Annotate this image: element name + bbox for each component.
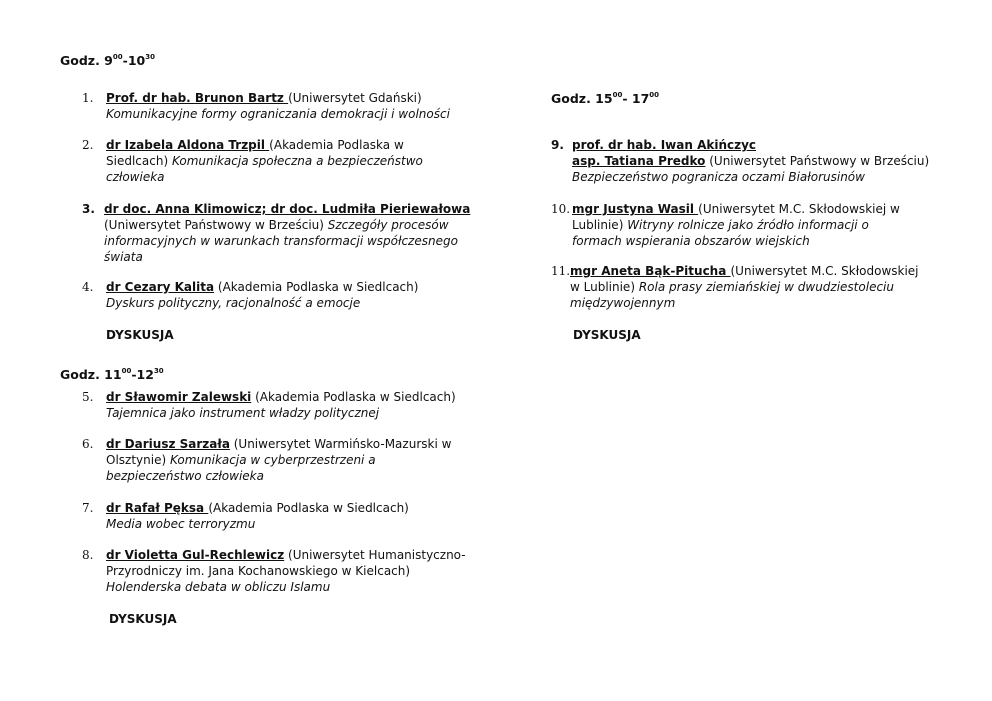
- institution-cont: w Lublinie): [570, 280, 639, 294]
- session-2-header: Godz. $11^{00}-12^{30}$: [60, 367, 164, 382]
- institution-cont: Siedlcach): [106, 154, 172, 168]
- talk-title-cont: bezpieczeństwo człowieka: [106, 469, 264, 483]
- talk-number: 3.: [82, 202, 95, 216]
- institution: (Uniwersytet M.C. Skłodowskiej: [730, 264, 919, 278]
- institution: (Akademia Podlaska w Siedlcach): [251, 390, 456, 404]
- talk-number: 6.: [82, 437, 94, 451]
- speaker-name: dr Sławomir Zalewski: [106, 390, 252, 404]
- institution: (Uniwersytet Humanistyczno-: [284, 548, 466, 562]
- talk-title: Komunikacyjne formy ograniczania demokracji i wolności: [106, 107, 450, 121]
- speaker-name: dr Cezary Kalita: [106, 280, 215, 294]
- talk-title-cont: międzywojennym: [570, 296, 676, 310]
- talk-9: [551, 137, 929, 185]
- speaker-name: Prof. dr hab. Brunon Bartz: [106, 91, 289, 105]
- institution: (Akademia Podlaska w: [269, 138, 404, 152]
- talk-title: Szczegóły procesów: [327, 218, 449, 232]
- speaker-name: mgr Aneta Bąk-Pitucha: [570, 264, 731, 278]
- institution: (Uniwersytet M.C. Skłodowskiej w: [698, 202, 900, 216]
- institution: (Uniwersytet Warmińsko-Mazurski w: [229, 437, 452, 451]
- talk-2: [82, 137, 423, 185]
- talk-title: Dyskurs polityczny, racjonalność a emocje: [106, 296, 361, 310]
- session-3-header: Godz. $15^{00}-$ $17^{00}$: [551, 91, 660, 106]
- talk-number: 4.: [82, 280, 94, 294]
- talk-title-cont: człowieka: [106, 170, 165, 184]
- talk-number: 5.: [82, 390, 94, 404]
- speaker-name: dr Izabela Aldona Trzpil: [106, 138, 270, 152]
- institution: (Uniwersytet Gdański): [288, 91, 422, 105]
- talk-title: Tajemnica jako instrument władzy politycznej: [106, 406, 380, 420]
- talk-title: Holenderska debata w obliczu Islamu: [106, 580, 331, 594]
- institution-cont: Lublinie): [572, 218, 628, 232]
- speaker-name: dr doc. Anna Klimowicz; dr doc. Ludmiła Pieriewałowa: [104, 202, 471, 216]
- speaker-name: mgr Justyna Wasil: [572, 202, 699, 216]
- talk-10: [551, 201, 900, 249]
- talk-title: Bezpieczeństwo pogranicza oczami Białorusinów: [572, 170, 865, 184]
- talk-number: 9.: [551, 138, 564, 152]
- talk-title: Komunikacja społeczna a bezpieczeństwo: [171, 154, 423, 168]
- talk-8: [82, 547, 466, 595]
- institution: (Akademia Podlaska w Siedlcach): [214, 280, 419, 294]
- talk-number: 1.: [82, 91, 94, 105]
- speaker-name: dr Rafał Pęksa: [106, 501, 209, 515]
- talk-number: 8.: [82, 548, 94, 562]
- talk-title: Rola prasy ziemiańskiej w dwudziestoleciu: [638, 280, 894, 294]
- talk-3: [82, 201, 470, 265]
- talk-1: [82, 90, 450, 122]
- speaker-name: prof. dr hab. Iwan Akińczyc: [572, 138, 757, 152]
- talk-title-cont: formach wspierania obszarów wiejskich: [572, 234, 810, 248]
- talk-title: Media wobec terroryzmu: [106, 517, 256, 531]
- institution-cont: Przyrodniczy im. Jana Kochanowskiego w Kielcach): [106, 564, 411, 578]
- talk-number: 2.: [82, 138, 94, 152]
- talk-6: [82, 436, 451, 484]
- talk-title: Komunikacja w cyberprzestrzeni a: [169, 453, 376, 467]
- session-1-header: Godz. $9^{00}-10^{30}$: [60, 53, 155, 68]
- talk-5: [82, 389, 456, 421]
- talk-7: [82, 500, 409, 532]
- speaker-name-2: asp. Tatiana Predko: [572, 154, 706, 168]
- discussion-label-3: DYSKUSJA: [573, 328, 641, 342]
- institution: (Uniwersytet Państwowy w Brześciu): [104, 218, 328, 232]
- talk-11: [551, 263, 919, 311]
- discussion-label-2: DYSKUSJA: [109, 612, 177, 626]
- institution-cont: Olsztynie): [106, 453, 170, 467]
- institution: (Uniwersytet Państwowy w Brześciu): [705, 154, 930, 168]
- talk-number: 7.: [82, 501, 94, 515]
- talk-title-cont: świata: [104, 250, 143, 264]
- discussion-label-1: DYSKUSJA: [106, 328, 174, 342]
- institution: (Akademia Podlaska w Siedlcach): [208, 501, 409, 515]
- talk-4: [82, 279, 418, 311]
- speaker-name: dr Violetta Gul-Rechlewicz: [106, 548, 285, 562]
- talk-title-cont: informacyjnych w warunkach transformacji współczesnego: [104, 234, 458, 248]
- talk-number: 10.: [551, 202, 571, 216]
- talk-number: 11.: [551, 264, 571, 278]
- talk-title: Witryny rolnicze jako źródło informacji o: [627, 218, 869, 232]
- speaker-name: dr Dariusz Sarzała: [106, 437, 230, 451]
